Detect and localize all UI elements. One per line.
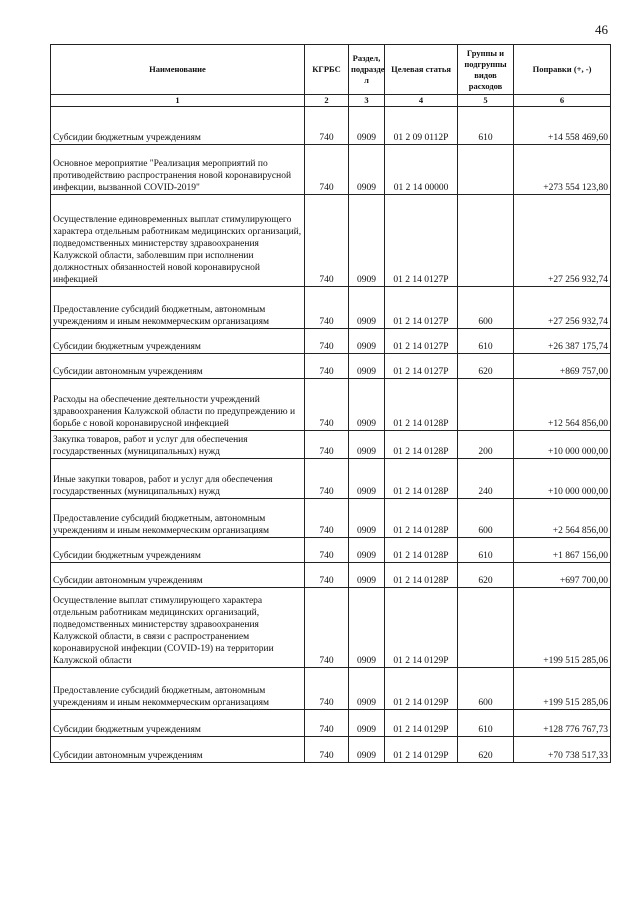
row-kgrbs: 740 — [305, 145, 349, 195]
row-expense-group: 600 — [458, 499, 514, 538]
row-amendment-amount: +697 700,00 — [514, 563, 611, 588]
row-kgrbs: 740 — [305, 737, 349, 763]
row-section: 0909 — [349, 379, 385, 431]
row-target-article: 01 2 09 0112Р — [385, 107, 458, 145]
budget-amendments-table — [50, 44, 611, 763]
row-name: Предоставление субсидий бюджетным, автономным учреждениям и иным некоммерческим организациям — [51, 287, 305, 329]
table-row — [51, 668, 611, 710]
row-section: 0909 — [349, 329, 385, 354]
row-name: Закупка товаров, работ и услуг для обеспечения государственных (муниципальных) нужд — [51, 431, 305, 459]
row-kgrbs: 740 — [305, 710, 349, 737]
row-amendment-amount: +10 000 000,00 — [514, 431, 611, 459]
column-number: 3 — [349, 95, 385, 107]
row-section: 0909 — [349, 459, 385, 499]
row-target-article: 01 2 14 0127Р — [385, 329, 458, 354]
row-name: Субсидии бюджетным учреждениям — [51, 107, 305, 145]
row-expense-group: 620 — [458, 563, 514, 588]
row-amendment-amount: +14 558 469,60 — [514, 107, 611, 145]
row-section: 0909 — [349, 354, 385, 379]
row-target-article: 01 2 14 0127Р — [385, 354, 458, 379]
row-section: 0909 — [349, 710, 385, 737]
row-expense-group: 610 — [458, 538, 514, 563]
row-expense-group — [458, 588, 514, 668]
column-number: 5 — [458, 95, 514, 107]
table-row — [51, 710, 611, 737]
row-amendment-amount: +70 738 517,33 — [514, 737, 611, 763]
table-row — [51, 588, 611, 668]
row-target-article: 01 2 14 0128Р — [385, 379, 458, 431]
row-amendment-amount: +273 554 123,80 — [514, 145, 611, 195]
row-name: Субсидии автономным учреждениям — [51, 354, 305, 379]
header-amendments: Поправки (+, -) — [514, 45, 611, 95]
row-kgrbs: 740 — [305, 431, 349, 459]
header-kgrbs: КГРБС — [305, 45, 349, 95]
row-kgrbs: 740 — [305, 538, 349, 563]
row-expense-group — [458, 379, 514, 431]
table-header-row — [51, 45, 611, 95]
row-name: Субсидии автономным учреждениям — [51, 737, 305, 763]
row-target-article: 01 2 14 0128Р — [385, 538, 458, 563]
row-kgrbs: 740 — [305, 195, 349, 287]
table-row — [51, 563, 611, 588]
row-target-article: 01 2 14 0128Р — [385, 563, 458, 588]
row-name: Основное мероприятие "Реализация мероприятий по противодействию распространения новой коронавирусной инфекции, вызванной COVID-2019" — [51, 145, 305, 195]
row-amendment-amount: +869 757,00 — [514, 354, 611, 379]
row-kgrbs: 740 — [305, 107, 349, 145]
row-name: Субсидии автономным учреждениям — [51, 563, 305, 588]
row-target-article: 01 2 14 0127Р — [385, 287, 458, 329]
row-kgrbs: 740 — [305, 287, 349, 329]
row-name: Осуществление единовременных выплат стимулирующего характера отдельным работникам медицинских организаций, подведомственных министерству здравоохранения Калужской области, заболевшим при исполнении должностных обязанностей новой коронавирусной инфекцией — [51, 195, 305, 287]
table-row — [51, 737, 611, 763]
row-name: Иные закупки товаров, работ и услуг для обеспечения государственных (муниципальных) нужд — [51, 459, 305, 499]
row-amendment-amount: +1 867 156,00 — [514, 538, 611, 563]
row-section: 0909 — [349, 499, 385, 538]
row-expense-group — [458, 145, 514, 195]
row-expense-group: 240 — [458, 459, 514, 499]
row-amendment-amount: +128 776 767,73 — [514, 710, 611, 737]
table-row — [51, 379, 611, 431]
column-number: 1 — [51, 95, 305, 107]
table-row — [51, 538, 611, 563]
row-amendment-amount: +27 256 932,74 — [514, 195, 611, 287]
row-kgrbs: 740 — [305, 459, 349, 499]
row-amendment-amount: +199 515 285,06 — [514, 588, 611, 668]
row-name: Предоставление субсидий бюджетным, автономным учреждениям и иным некоммерческим организациям — [51, 668, 305, 710]
header-target: Целевая статья — [385, 45, 458, 95]
row-amendment-amount: +26 387 175,74 — [514, 329, 611, 354]
column-number: 6 — [514, 95, 611, 107]
row-kgrbs: 740 — [305, 563, 349, 588]
row-amendment-amount: +199 515 285,06 — [514, 668, 611, 710]
row-name: Субсидии бюджетным учреждениям — [51, 710, 305, 737]
row-expense-group: 610 — [458, 107, 514, 145]
row-target-article: 01 2 14 0129Р — [385, 588, 458, 668]
header-name: Наименование — [51, 45, 305, 95]
table-row — [51, 145, 611, 195]
row-section: 0909 — [349, 195, 385, 287]
row-kgrbs: 740 — [305, 329, 349, 354]
row-target-article: 01 2 14 0129Р — [385, 668, 458, 710]
row-name: Субсидии бюджетным учреждениям — [51, 329, 305, 354]
row-section: 0909 — [349, 668, 385, 710]
row-expense-group: 610 — [458, 710, 514, 737]
row-name: Расходы на обеспечение деятельности учреждений здравоохранения Калужской области по предупреждению и борьбе с новой коронавирусной инфекцией — [51, 379, 305, 431]
row-expense-group — [458, 195, 514, 287]
row-target-article: 01 2 14 0128Р — [385, 499, 458, 538]
page-number: 46 — [595, 22, 608, 37]
row-target-article: 01 2 14 0127Р — [385, 195, 458, 287]
row-section: 0909 — [349, 287, 385, 329]
row-section: 0909 — [349, 563, 385, 588]
table-row — [51, 431, 611, 459]
table-row — [51, 459, 611, 499]
table-row — [51, 107, 611, 145]
row-expense-group: 610 — [458, 329, 514, 354]
row-kgrbs: 740 — [305, 588, 349, 668]
row-target-article: 01 2 14 0128Р — [385, 431, 458, 459]
row-section: 0909 — [349, 737, 385, 763]
row-target-article: 01 2 14 0128Р — [385, 459, 458, 499]
row-section: 0909 — [349, 431, 385, 459]
row-section: 0909 — [349, 538, 385, 563]
row-section: 0909 — [349, 145, 385, 195]
table-row — [51, 354, 611, 379]
column-number: 4 — [385, 95, 458, 107]
row-section: 0909 — [349, 107, 385, 145]
row-amendment-amount: +12 564 856,00 — [514, 379, 611, 431]
row-kgrbs: 740 — [305, 499, 349, 538]
row-name: Предоставление субсидий бюджетным, автономным учреждениям и иным некоммерческим организациям — [51, 499, 305, 538]
row-expense-group: 600 — [458, 668, 514, 710]
header-section: Раздел, подразде л — [349, 45, 385, 95]
row-target-article: 01 2 14 0129Р — [385, 737, 458, 763]
row-name: Осуществление выплат стимулирующего характера отдельным работникам медицинских организаций, подведомственных министерству здравоохранения Калужской области, в связи с распространением коронавирусной инфекции (COVID-19) на территории Калужской области — [51, 588, 305, 668]
table-row — [51, 287, 611, 329]
column-number-row — [51, 95, 611, 107]
row-expense-group: 620 — [458, 737, 514, 763]
row-kgrbs: 740 — [305, 668, 349, 710]
header-groups: Группы и подгруппы видов расходов — [458, 45, 514, 95]
row-amendment-amount: +27 256 932,74 — [514, 287, 611, 329]
column-number: 2 — [305, 95, 349, 107]
row-kgrbs: 740 — [305, 379, 349, 431]
row-expense-group: 600 — [458, 287, 514, 329]
table-row — [51, 499, 611, 538]
table-row — [51, 329, 611, 354]
row-name: Субсидии бюджетным учреждениям — [51, 538, 305, 563]
row-section: 0909 — [349, 588, 385, 668]
row-kgrbs: 740 — [305, 354, 349, 379]
table-row — [51, 195, 611, 287]
row-target-article: 01 2 14 0129Р — [385, 710, 458, 737]
row-amendment-amount: +10 000 000,00 — [514, 459, 611, 499]
row-expense-group: 620 — [458, 354, 514, 379]
row-amendment-amount: +2 564 856,00 — [514, 499, 611, 538]
row-expense-group: 200 — [458, 431, 514, 459]
row-target-article: 01 2 14 00000 — [385, 145, 458, 195]
